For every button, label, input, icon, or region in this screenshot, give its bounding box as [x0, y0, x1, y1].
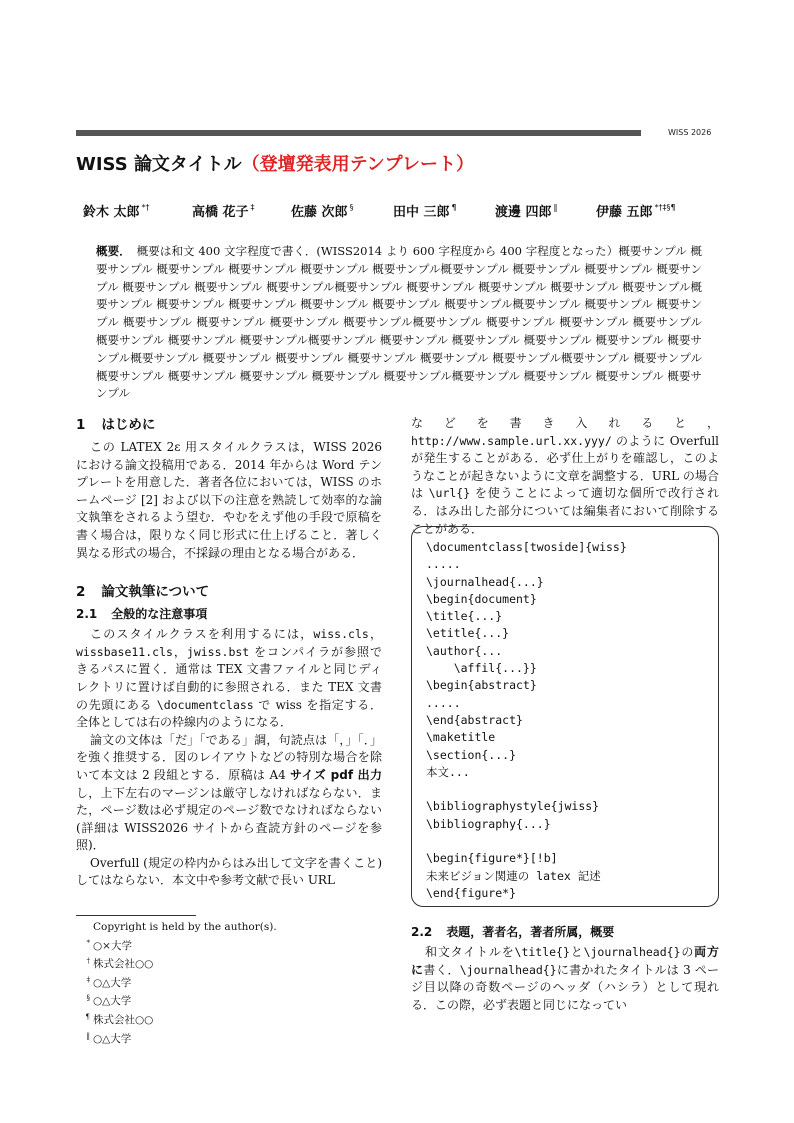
code-line: \end{figure*} — [426, 885, 517, 900]
footnote-item: § ○△大学 — [86, 994, 132, 1008]
footnote-rule — [76, 915, 196, 916]
right-column — [411, 415, 719, 538]
section-heading: 1 はじめに — [76, 417, 156, 433]
subsection-2-2 — [411, 924, 719, 1014]
author-marks: *†‡§¶ — [654, 203, 676, 212]
code-line: 本文... — [426, 764, 470, 779]
paragraph: 論文の文体は「だ」「である」調，句読点は「，」「．」を強く推奨する．図のレイアウトなどの特別な場合を除いて本文は 2 段組とする．原稿は A4 サイズ pdf 出力し，上下左右のマージンは厳守しなければならない．また，ページ数は必ず規定のページ数でなければならない (詳細は WISS2026 サイトから査読方針のページを参照)． — [76, 732, 382, 853]
copyright-notice: Copyright is held by the author(s). — [93, 921, 277, 933]
subsection-heading: 2.1 全般的な注意事項 — [76, 607, 208, 622]
author-marks: *† — [141, 203, 150, 212]
footnote-item: † 株式会社○○ — [86, 957, 154, 971]
code-listing-box — [411, 526, 719, 907]
section-heading: 2 論文執筆について — [76, 584, 210, 601]
code-line: \section{...} — [426, 747, 517, 762]
paragraph: このスタイルクラスを利用するには，wiss.cls，wissbase11.cls，jwiss.bst をコンパイラが参照できるパスに置く．通常は TEX 文書ファイルと同じディレクトリに置けば自動的に参照される．また TEX 文書の先頭にある \documentclass で wiss を指定する．全体としては右の枠線内のようになる． — [76, 627, 382, 730]
title-main: WISS 論文タイトル — [76, 154, 242, 175]
footnote-item: ‖ ○△大学 — [86, 1031, 132, 1045]
footnote-item: * ○×大学 — [86, 938, 132, 952]
code-line: \documentclass[twoside]{wiss} — [426, 540, 627, 554]
author-marks: ‡ — [250, 203, 255, 212]
header-rule — [76, 130, 641, 136]
code-line: ..... — [426, 557, 461, 572]
conference-tag: WISS 2026 — [668, 128, 712, 137]
abstract-label: 概要． — [96, 244, 131, 258]
code-line: \maketitle — [426, 730, 496, 745]
paragraph: 和文タイトルを\title{}と\journalhead{}の両方に書く．\journalhead{}に書かれたタイトルは 3 ページ目以降の奇数ページのヘッダ（ハシラ）として現れる．この際，必ず表題と同じになってい — [411, 945, 719, 1012]
subsection-heading: 2.2 表題，著者名，著者所属，概要 — [411, 925, 615, 939]
abstract — [96, 243, 702, 403]
author: 田中 三郎 ¶ — [393, 203, 457, 220]
code-line: \journalhead{...} — [426, 574, 544, 589]
footnotes — [76, 920, 382, 1047]
code-line: \begin{document} — [426, 591, 537, 606]
code-line: \affil{...}} — [426, 661, 537, 676]
code-line: 未来ビジョン関連の latex 記述 — [426, 868, 601, 883]
code-listing — [426, 539, 704, 902]
paragraph: この LATEX 2ε 用スタイルクラスは，WISS 2026 における論文投稿用である．2014 年からは Word テンプレートを用意した．著者各位においては，WISS のホームページ [2] および以下の注意を熟読して効率的な論文執筆をされるよう望む．やむをえず他の手段で原稿を書く場合は，限りなく同じ形式に仕上げること．著しく異なる形式の場合，不採録の理由となる場合がある． — [76, 440, 382, 560]
paragraph: などを書き入れると，http://www.sample.url.xx.yyy/ のように Overfull が発生することがある．必ず仕上がりを確認し，このようなことが起きないように文章を調整する．URL の場合は \url{} を使うことによって適切な個所で改行される．はみ出した部分については編集者において削除することがある． — [411, 416, 719, 536]
paragraph: Overfull (規定の枠内からはみ出して文字を書くこと) してはならない．本文中や参考文献で長い URL — [76, 855, 382, 888]
code-line: \title{...} — [426, 609, 503, 624]
code-line: \bibliography{...} — [426, 816, 551, 831]
author: 渡邊 四郎 ‖ — [495, 203, 558, 220]
code-line: \begin{abstract} — [426, 678, 537, 693]
sample-url: http://www.sample.url.xx.yyy/ — [411, 433, 612, 448]
author-marks: § — [349, 203, 354, 212]
code-line: \author{... — [426, 643, 503, 658]
code-line: \end{abstract} — [426, 712, 523, 727]
author-marks: ‖ — [553, 203, 558, 212]
code-line: \etitle{...} — [426, 626, 510, 641]
footnote-item: ¶ 株式会社○○ — [85, 1012, 154, 1026]
paper-title — [76, 153, 474, 177]
author-marks: ¶ — [451, 203, 457, 212]
author: 佐藤 次郎 § — [291, 203, 354, 220]
title-note: （登壇発表用テンプレート） — [241, 154, 474, 175]
left-column — [76, 415, 382, 890]
code-line: \bibliographystyle{jwiss} — [426, 799, 600, 814]
footnote-item: ‡ ○△大学 — [86, 975, 132, 989]
abstract-text: 概要は和文 400 文字程度で書く．(WISS2014 より 600 字程度から 400 字程度となった）概要サンプル 概要サンプル 概要サンプル 概要サンプル 概要サンプル 概要サンプル概要サンプル 概要サンプル 概要サンプル 概要サンプル 概要サンプル 概要サンプル 概要サンプル概要サンプル 概要サンプル 概要サンプル 概要サンプル 概要サンプル概要サンプル 概要サンプル 概要サンプル 概要サンプル 概要サンプル 概要サンプル概要サンプル 概要サンプル 概要サンプル 概要サンプル 概要サンプル 概要サンプル 概要サンプル概要サンプル 概要サンプル 概要サンプル 概要サンプル 概要サンプル 概要サンプル 概要サンプル概要サンプル 概要サンプル 概要サンプル 概要サンプル 概要サンプル 概要サンプル概要サンプル 概要サンプル 概要サンプル 概要サンプル 概要サンプル 概要サンプル概要サンプル 概要サンプル 概要サンプル 概要サンプル 概要サンプル 概要サンプル 概要サンプル概要サンプル 概要サンプル 概要サンプル 概要サンプル — [96, 244, 702, 401]
author: 鈴木 太郎 *† — [83, 203, 150, 220]
author: 高橋 花子 ‡ — [192, 203, 255, 220]
code-line: ..... — [426, 695, 461, 710]
code-line: \begin{figure*}[!b] — [426, 851, 558, 866]
author: 伊藤 五郎 *†‡§¶ — [596, 203, 676, 220]
